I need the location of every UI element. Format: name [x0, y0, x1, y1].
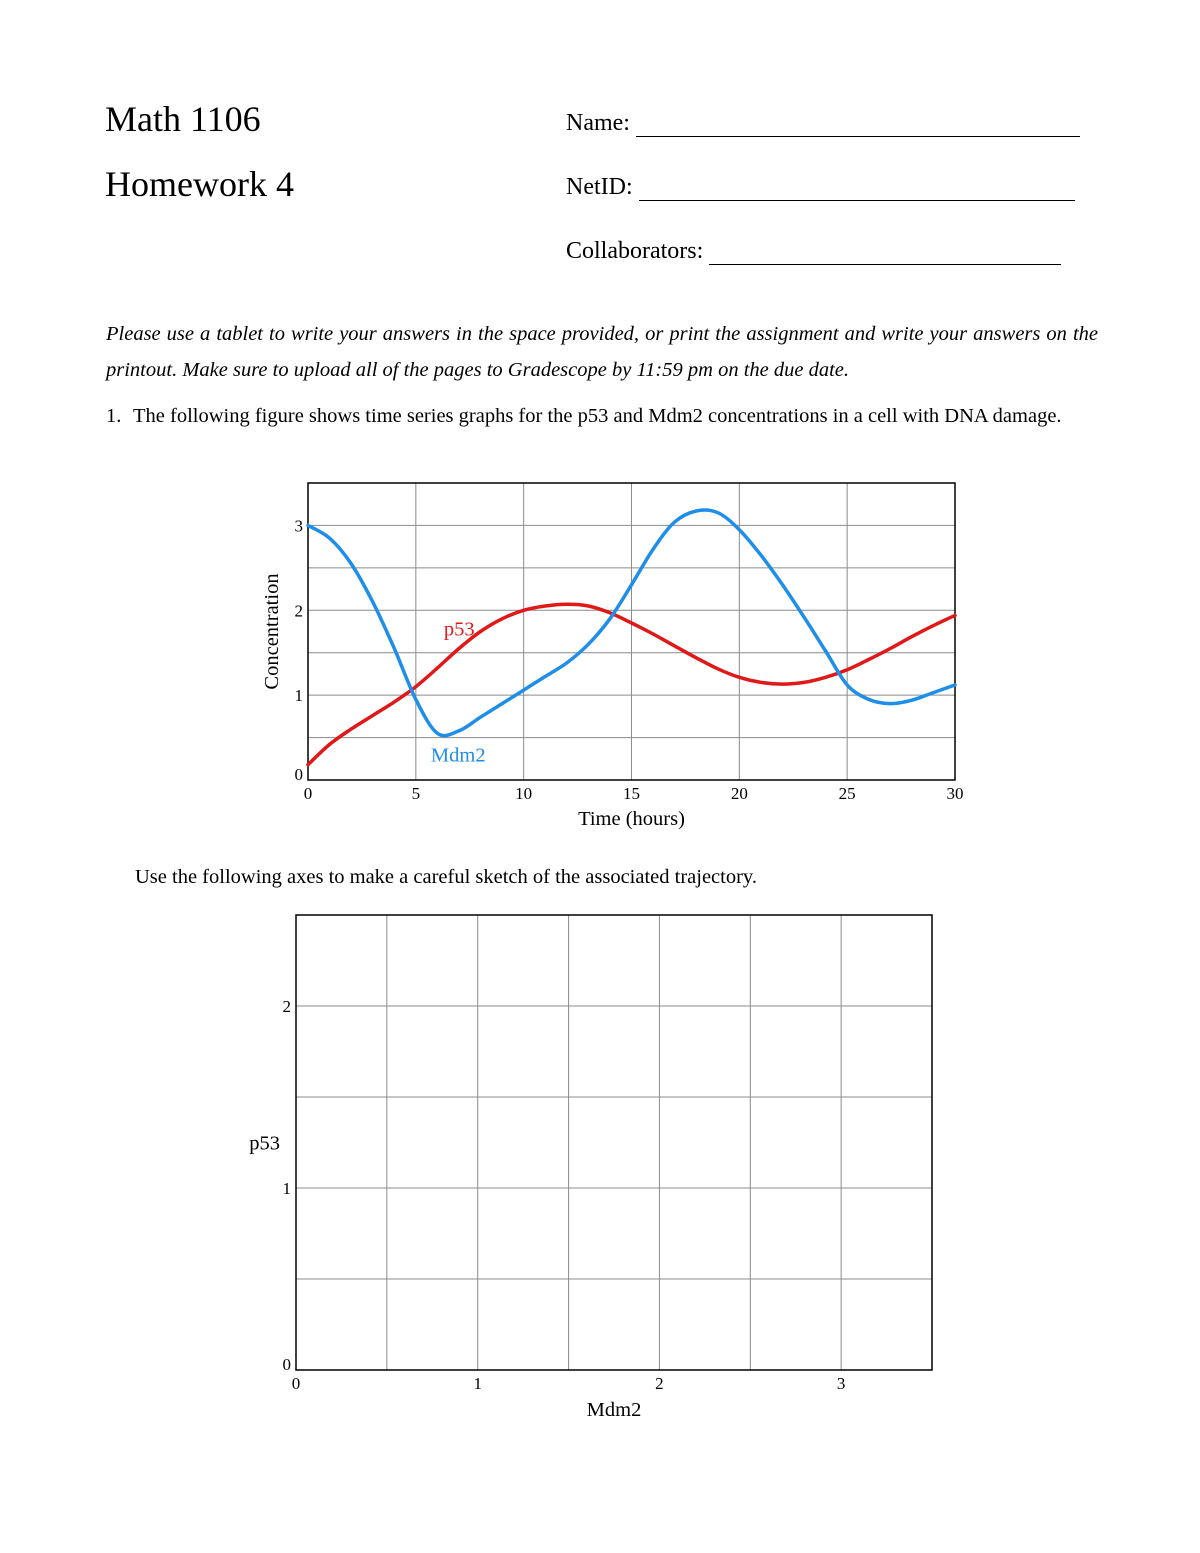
series-annotation-p53: p53	[443, 618, 475, 641]
y-tick-label: 0	[282, 1355, 291, 1374]
x-tick-label: 3	[836, 1374, 846, 1393]
x-tick-label: 10	[515, 784, 533, 803]
sketch-prompt: Use the following axes to make a careful sketch of the associated trajectory.	[135, 866, 757, 888]
x-tick-label: 5	[411, 784, 421, 803]
name-label: Name:	[566, 110, 630, 136]
question-text: The following figure shows time series graphs for the p53 and Mdm2 concentrations in a cell with DNA damage.	[133, 405, 1062, 427]
y-tick-label: 0	[294, 765, 303, 784]
x-tick-label: 30	[946, 784, 964, 803]
y-tick-label: 2	[282, 997, 291, 1016]
collaborators-field	[566, 238, 1061, 265]
x-tick-label: 25	[838, 784, 856, 803]
collaborators-input-line[interactable]	[709, 240, 1061, 265]
netid-field	[566, 174, 1075, 201]
x-tick-label: 2	[655, 1374, 664, 1393]
trajectory-sketch-axes[interactable]	[230, 905, 970, 1435]
name-field	[566, 110, 1080, 137]
y-tick-label: 1	[282, 1179, 291, 1198]
y-axis-label: Concentration	[261, 573, 283, 690]
netid-input-line[interactable]	[639, 176, 1075, 201]
netid-label: NetID:	[566, 174, 633, 200]
time-series-chart	[240, 470, 980, 840]
x-tick-label: 15	[623, 784, 640, 803]
x-axis-label: Mdm2	[586, 1399, 642, 1421]
collaborators-label: Collaborators:	[566, 238, 704, 264]
y-tick-label: 1	[294, 686, 303, 706]
question-number: 1.	[106, 405, 122, 427]
x-tick-label: 1	[473, 1374, 482, 1393]
course-title: Math 1106	[105, 99, 261, 139]
instructions: Please use a tablet to write your answers in the space provided, or print the assignment and write your answers on the printout. Make sure to upload all of the pages to Gradescope by 11:59 pm on the due date.	[106, 323, 1098, 381]
homework-title: Homework 4	[105, 164, 294, 204]
y-tick-label: 2	[294, 601, 303, 621]
name-input-line[interactable]	[636, 112, 1080, 137]
y-tick-label: 3	[294, 516, 303, 536]
plot-frame	[296, 915, 932, 1370]
x-tick-label: 0	[303, 784, 313, 803]
x-tick-label: 0	[291, 1374, 301, 1393]
x-axis-label: Time (hours)	[578, 808, 685, 830]
y-axis-label: p53	[249, 1132, 280, 1155]
question-1	[106, 398, 1098, 434]
series-annotation-mdm2: Mdm2	[430, 744, 486, 767]
x-tick-label: 20	[730, 784, 748, 803]
